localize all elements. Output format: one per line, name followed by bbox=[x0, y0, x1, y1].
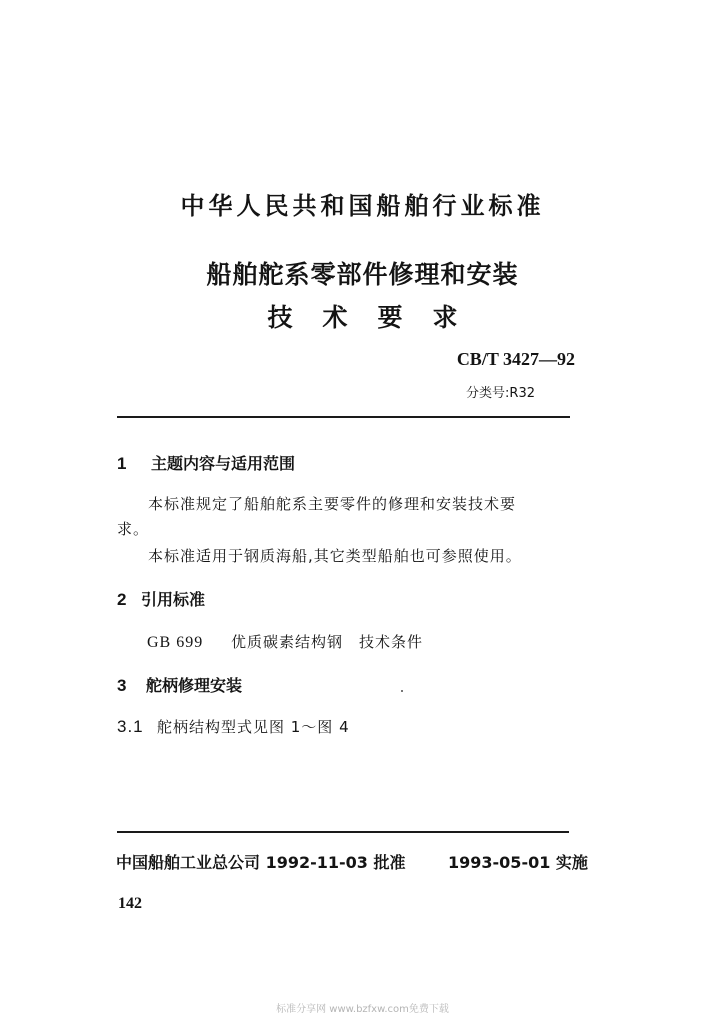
top-divider bbox=[117, 416, 570, 418]
clause-3-1-text: 舵柄结构型式见图 1～图 4 bbox=[157, 718, 350, 736]
section-1-heading bbox=[117, 451, 295, 474]
section-2-number: 2 bbox=[117, 590, 127, 609]
classification-code: 分类号:R32 bbox=[466, 386, 535, 401]
section-3-number: 3 bbox=[117, 676, 127, 695]
section-1-number: 1 bbox=[117, 454, 127, 473]
document-title-line-1: 船舶舵系零部件修理和安装 bbox=[206, 260, 519, 289]
section-1-paragraph-1-line-2: 求。 bbox=[117, 520, 150, 538]
implementation-statement: 1993-05-01 实施 bbox=[448, 853, 588, 872]
section-1-paragraph-1-line-1: 本标准规定了船舶舵系主要零件的修理和安装技术要 bbox=[148, 495, 517, 513]
reference-standard-title: 优质碳素结构钢 技术条件 bbox=[231, 633, 424, 651]
clause-3-1 bbox=[117, 716, 350, 737]
section-1-paragraph-2: 本标准适用于钢质海船,其它类型船舶也可参照使用。 bbox=[148, 547, 522, 565]
watermark-text: 标准分享网 www.bzfxw.com免费下载 bbox=[276, 1004, 449, 1015]
bottom-divider bbox=[117, 831, 569, 833]
section-1-title: 主题内容与适用范围 bbox=[151, 454, 296, 473]
section-3-heading bbox=[117, 673, 242, 696]
standard-number: CB/T 3427—92 bbox=[456, 349, 575, 369]
reference-standard-entry bbox=[147, 631, 423, 652]
approval-statement: 中国船舶工业总公司 1992-11-03 批准 bbox=[116, 853, 406, 872]
section-2-heading bbox=[117, 587, 205, 610]
section-3-title: 舵柄修理安装 bbox=[146, 676, 243, 695]
clause-3-1-number: 3.1 bbox=[117, 717, 144, 736]
document-title-line-2: 技术要求 bbox=[267, 303, 488, 332]
standard-body-heading: 中华人民共和国船舶行业标准 bbox=[180, 192, 545, 220]
reference-standard-code: GB 699 bbox=[147, 634, 204, 651]
page-number: 142 bbox=[118, 895, 142, 912]
scan-speck bbox=[401, 690, 403, 692]
section-2-title: 引用标准 bbox=[141, 590, 206, 609]
